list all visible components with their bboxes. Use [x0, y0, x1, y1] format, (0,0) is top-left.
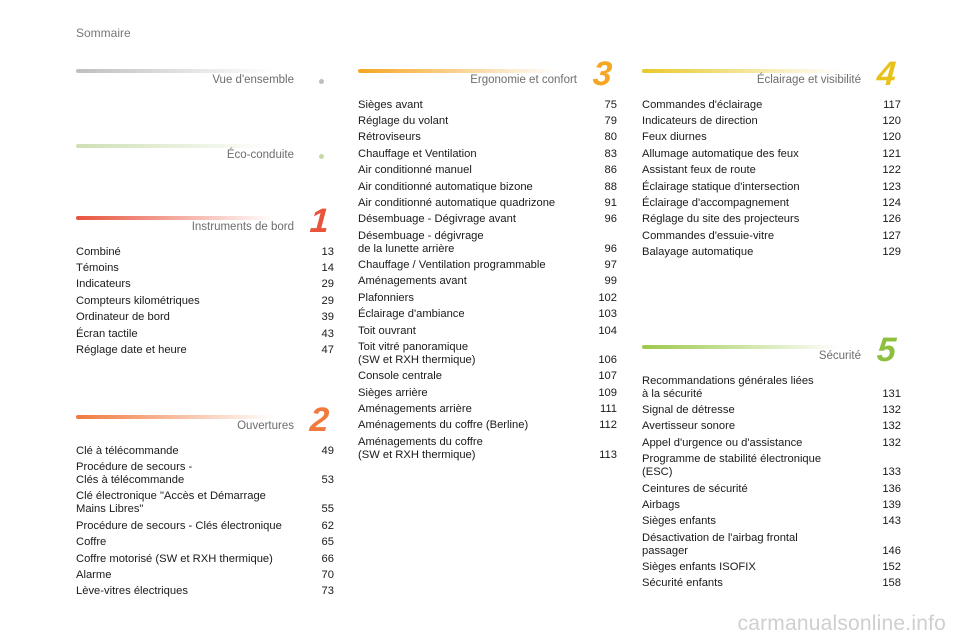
list-item[interactable] [358, 339, 617, 368]
section-vue [76, 66, 334, 94]
section-title: Sécurité [818, 350, 861, 362]
entry-label: Recommandations générales liées à la sécurité [642, 374, 814, 400]
section-dot-icon [319, 79, 324, 84]
list-item[interactable] [642, 179, 901, 195]
list-item[interactable] [76, 489, 334, 518]
entry-page-number: 131 [882, 387, 901, 400]
list-item[interactable] [358, 418, 617, 434]
entry-page-number: 70 [321, 568, 334, 581]
list-item[interactable] [642, 452, 901, 481]
entry-page-number: 96 [604, 242, 617, 255]
entry-label: Air conditionné automatique bizone [358, 180, 533, 193]
list-item[interactable] [76, 293, 334, 309]
entry-page-number: 133 [882, 466, 901, 479]
section-title: Vue d'ensemble [212, 74, 294, 86]
entry-page-number: 55 [321, 503, 334, 516]
entry-label: Chauffage / Ventilation programmable [358, 259, 546, 272]
entry-label: Air conditionné automatique quadrizone [358, 196, 556, 209]
section-color-bar [76, 216, 274, 220]
section-color-bar [642, 345, 841, 349]
entry-label: Éclairage d'accompagnement [642, 196, 790, 209]
entry-label: Coffre motorisé (SW et RXH thermique) [76, 552, 273, 565]
entry-page-number: 152 [882, 561, 901, 574]
section-number: 1 [308, 202, 331, 240]
entry-page-number: 47 [321, 343, 334, 356]
entry-label: Procédure de secours - Clés électronique [76, 519, 282, 532]
list-item[interactable] [642, 576, 901, 592]
entry-label: Compteurs kilométriques [76, 294, 200, 307]
list-item[interactable] [76, 260, 334, 276]
section-number: 2 [308, 401, 331, 439]
entry-label: Coffre [76, 536, 107, 549]
list-item[interactable] [358, 290, 617, 306]
entry-label: Réglage date et heure [76, 343, 187, 356]
entry-page-number: 29 [321, 278, 334, 291]
entry-page-number: 75 [604, 98, 617, 111]
entry-page-number: 43 [321, 327, 334, 340]
entry-label: Réglage du volant [358, 115, 449, 128]
section-title: Ouvertures [237, 420, 294, 432]
entry-list [358, 97, 617, 464]
list-item[interactable] [358, 385, 617, 401]
list-item[interactable] [642, 244, 901, 260]
list-item[interactable] [642, 113, 901, 129]
section-color-bar [76, 69, 274, 73]
entry-page-number: 39 [321, 311, 334, 324]
entry-page-number: 107 [598, 370, 617, 383]
entry-label: Témoins [76, 262, 119, 275]
list-item[interactable] [642, 481, 901, 497]
entry-page-number: 146 [882, 544, 901, 557]
section-title: Ergonomie et confort [470, 74, 577, 86]
entry-label: Sièges avant [358, 98, 423, 111]
entry-label: Programme de stabilité électronique (ESC) [642, 453, 822, 479]
list-item[interactable] [76, 584, 334, 600]
list-item[interactable] [642, 146, 901, 162]
list-item[interactable] [642, 514, 901, 530]
section-header [642, 331, 901, 370]
section-header [76, 141, 334, 169]
entry-page-number: 113 [599, 448, 617, 461]
entry-page-number: 96 [604, 213, 617, 226]
list-item[interactable] [358, 97, 617, 113]
entry-label: Écran tactile [76, 327, 138, 340]
entry-page-number: 83 [604, 147, 617, 160]
list-item[interactable] [358, 130, 617, 146]
section-header [76, 66, 334, 94]
entry-page-number: 102 [598, 291, 617, 304]
entry-page-number: 120 [882, 115, 901, 128]
entry-label: Désembuage - Dégivrage avant [358, 213, 516, 226]
entry-page-number: 66 [321, 552, 334, 565]
list-item[interactable] [358, 323, 617, 339]
entry-page-number: 143 [882, 515, 901, 528]
entry-page-number: 62 [321, 519, 334, 532]
page-title: Sommaire [76, 26, 131, 40]
entry-label: Indicateurs de direction [642, 115, 758, 128]
entry-page-number: 106 [598, 353, 617, 366]
list-item[interactable] [76, 326, 334, 342]
list-item[interactable] [76, 277, 334, 293]
entry-label: Indicateurs [76, 278, 131, 291]
list-item[interactable] [642, 228, 901, 244]
entry-label: Clé à télécommande [76, 444, 179, 457]
entry-page-number: 88 [604, 180, 617, 193]
entry-label: Toit vitré panoramique (SW et RXH thermique) [358, 340, 476, 366]
entry-list [76, 244, 334, 359]
list-item[interactable] [642, 497, 901, 513]
entry-page-number: 122 [882, 164, 901, 177]
list-item[interactable] [642, 419, 901, 435]
entry-page-number: 139 [882, 498, 901, 511]
section-color-bar [642, 69, 841, 73]
section-title: Éco-conduite [226, 149, 294, 161]
entry-page-number: 80 [604, 131, 617, 144]
list-item[interactable] [358, 401, 617, 417]
entry-label: Désembuage - dégivrage de la lunette arrière [358, 229, 484, 255]
entry-label: Sièges enfants ISOFIX [642, 561, 756, 574]
section-s5 [642, 331, 901, 592]
entry-label: Avertisseur sonore [642, 420, 736, 433]
list-item[interactable] [76, 459, 334, 488]
list-item[interactable] [358, 434, 617, 463]
section-number: 4 [875, 55, 898, 93]
entry-label: Réglage du site des projecteurs [642, 213, 800, 226]
entry-label: Appel d'urgence ou d'assistance [642, 436, 803, 449]
entry-label: Aménagements avant [358, 275, 467, 288]
section-title: Éclairage et visibilité [756, 74, 861, 86]
entry-label: Commandes d'essuie-vitre [642, 229, 775, 242]
entry-label: Aménagements du coffre (SW et RXH thermique) [358, 435, 483, 461]
entry-page-number: 136 [882, 482, 901, 495]
entry-list [76, 443, 334, 600]
entry-page-number: 132 [882, 420, 901, 433]
entry-label: Sièges arrière [358, 386, 428, 399]
section-color-bar [76, 144, 274, 148]
list-item[interactable] [642, 530, 901, 559]
entry-page-number: 14 [321, 262, 334, 275]
section-title: Instruments de bord [191, 221, 294, 233]
entry-page-number: 121 [882, 147, 901, 160]
list-item[interactable] [358, 146, 617, 162]
entry-label: Assistant feux de route [642, 164, 756, 177]
entry-label: Airbags [642, 498, 680, 511]
entry-label: Chauffage et Ventilation [358, 147, 477, 160]
entry-label: Ordinateur de bord [76, 311, 170, 324]
section-header [76, 202, 334, 241]
entry-page-number: 123 [882, 180, 901, 193]
list-item[interactable] [358, 369, 617, 385]
list-item[interactable] [642, 212, 901, 228]
entry-page-number: 124 [882, 196, 901, 209]
list-item[interactable] [358, 179, 617, 195]
entry-page-number: 104 [598, 324, 617, 337]
section-header [358, 55, 617, 94]
entry-page-number: 97 [604, 259, 617, 272]
entry-list [642, 97, 901, 261]
entry-list [642, 373, 901, 592]
entry-page-number: 73 [321, 585, 334, 598]
entry-label: Lève-vitres électriques [76, 585, 188, 598]
list-item[interactable] [76, 342, 334, 358]
entry-label: Plafonniers [358, 291, 414, 304]
list-item[interactable] [358, 163, 617, 179]
entry-label: Alarme [76, 568, 112, 581]
entry-label: Feux diurnes [642, 131, 707, 144]
entry-label: Aménagements arrière [358, 403, 472, 416]
entry-label: Allumage automatique des feux [642, 147, 799, 160]
entry-page-number: 129 [882, 246, 901, 259]
entry-label: Toit ouvrant [358, 324, 416, 337]
list-item[interactable] [358, 195, 617, 211]
list-item[interactable] [358, 113, 617, 129]
list-item[interactable] [642, 130, 901, 146]
list-item[interactable] [642, 97, 901, 113]
entry-label: Sécurité enfants [642, 577, 723, 590]
entry-label: Clé électronique "Accès et Démarrage Mains Libres" [76, 490, 266, 516]
entry-page-number: 103 [598, 308, 617, 321]
entry-label: Procédure de secours - Clés à télécommande [76, 461, 193, 487]
list-item[interactable] [76, 443, 334, 459]
entry-label: Éclairage d'ambiance [358, 308, 465, 321]
entry-page-number: 127 [882, 229, 901, 242]
entry-page-number: 117 [883, 98, 901, 111]
entry-page-number: 86 [604, 164, 617, 177]
entry-label: Commandes d'éclairage [642, 98, 763, 111]
section-header [76, 401, 334, 440]
entry-page-number: 29 [321, 294, 334, 307]
entry-label: Désactivation de l'airbag frontal passager [642, 531, 798, 557]
entry-label: Aménagements du coffre (Berline) [358, 419, 529, 432]
entry-page-number: 99 [604, 275, 617, 288]
list-item[interactable] [642, 402, 901, 418]
entry-label: Balayage automatique [642, 246, 754, 259]
list-item[interactable] [76, 310, 334, 326]
entry-label: Ceintures de sécurité [642, 482, 748, 495]
list-item[interactable] [76, 535, 334, 551]
watermark: carmanualsonline.info [737, 612, 946, 635]
entry-label: Console centrale [358, 370, 442, 383]
entry-page-number: 111 [599, 403, 617, 416]
entry-page-number: 91 [604, 196, 617, 209]
list-item[interactable] [358, 274, 617, 290]
list-item[interactable] [642, 373, 901, 402]
section-number: 5 [875, 331, 898, 369]
entry-page-number: 65 [321, 536, 334, 549]
section-eco [76, 141, 334, 169]
list-item[interactable] [642, 435, 901, 451]
section-color-bar [358, 69, 557, 73]
section-s1 [76, 202, 334, 359]
list-item[interactable] [76, 518, 334, 534]
entry-label: Rétroviseurs [358, 131, 421, 144]
list-item[interactable] [76, 244, 334, 260]
entry-page-number: 158 [882, 577, 901, 590]
list-item[interactable] [76, 567, 334, 583]
entry-page-number: 79 [604, 115, 617, 128]
entry-page-number: 49 [321, 444, 334, 457]
entry-page-number: 53 [321, 474, 334, 487]
list-item[interactable] [358, 228, 617, 257]
section-s2 [76, 401, 334, 600]
entry-label: Air conditionné manuel [358, 164, 472, 177]
section-number: 3 [591, 55, 614, 93]
section-color-bar [76, 415, 274, 419]
entry-label: Éclairage statique d'intersection [642, 180, 800, 193]
list-item[interactable] [642, 163, 901, 179]
entry-page-number: 132 [882, 404, 901, 417]
list-item[interactable] [358, 257, 617, 273]
entry-label: Combiné [76, 245, 121, 258]
entry-label: Signal de détresse [642, 404, 735, 417]
section-s4 [642, 55, 901, 261]
entry-page-number: 120 [882, 131, 901, 144]
entry-page-number: 109 [598, 386, 617, 399]
section-header [642, 55, 901, 94]
list-item[interactable] [642, 559, 901, 575]
entry-page-number: 126 [882, 213, 901, 226]
list-item[interactable] [358, 212, 617, 228]
entry-page-number: 13 [321, 245, 334, 258]
entry-page-number: 132 [882, 436, 901, 449]
section-s3 [358, 55, 617, 464]
entry-page-number: 112 [599, 419, 617, 432]
entry-label: Sièges enfants [642, 515, 717, 528]
list-item[interactable] [358, 307, 617, 323]
list-item[interactable] [76, 551, 334, 567]
list-item[interactable] [642, 195, 901, 211]
section-dot-icon [319, 154, 324, 159]
